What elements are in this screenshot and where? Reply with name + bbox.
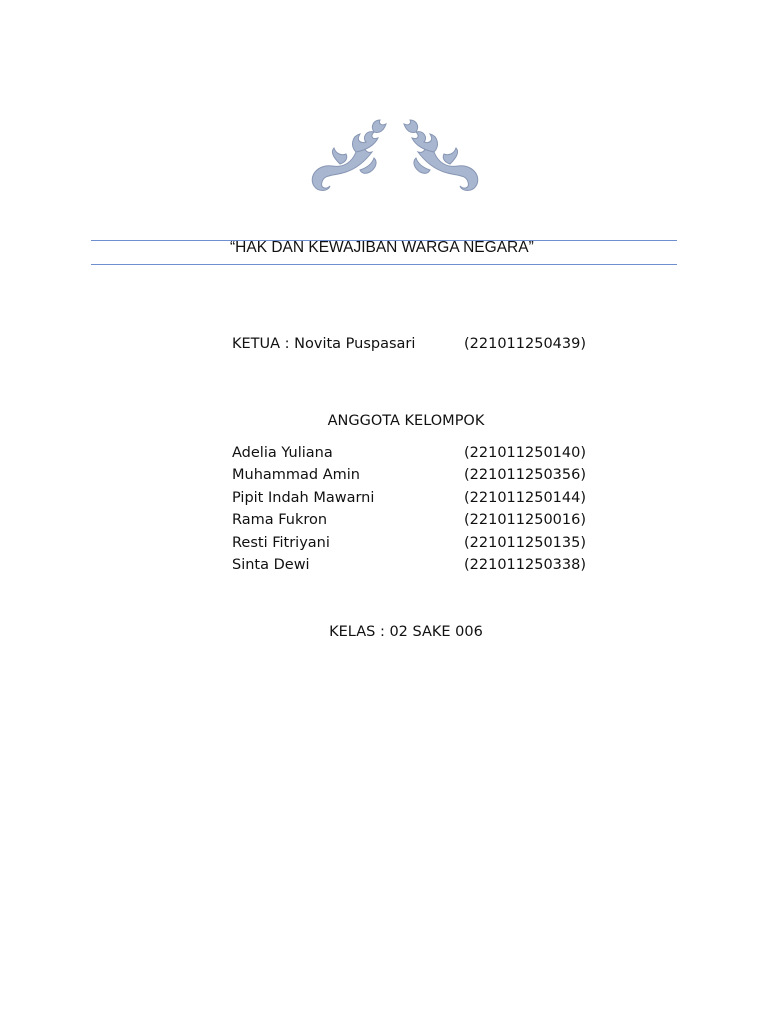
member-nim: (221011250016) <box>464 512 587 528</box>
member-name: Rama Fukron <box>232 512 328 528</box>
member-nim: (221011250338) <box>464 557 587 573</box>
title-bottom-rule <box>91 264 677 265</box>
leader-label: KETUA : Novita Puspasari <box>232 336 416 352</box>
member-nim: (221011250140) <box>464 445 587 461</box>
member-nim: (221011250144) <box>464 490 587 506</box>
floral-ornament-icon <box>300 112 490 196</box>
class-label: KELAS : 02 SAKE 006 <box>329 624 483 640</box>
members-heading: ANGGOTA KELOMPOK <box>327 413 485 429</box>
member-name: Adelia Yuliana <box>232 445 333 461</box>
member-name: Resti Fitriyani <box>232 535 330 551</box>
leader-nim: (221011250439) <box>464 336 587 352</box>
member-name: Pipit Indah Mawarni <box>232 490 375 506</box>
document-title: “HAK DAN KEWAJIBAN WARGA NEGARA” <box>230 239 534 256</box>
member-nim: (221011250135) <box>464 535 587 551</box>
member-nim: (221011250356) <box>464 467 587 483</box>
member-name: Sinta Dewi <box>232 557 310 573</box>
member-name: Muhammad Amin <box>232 467 360 483</box>
